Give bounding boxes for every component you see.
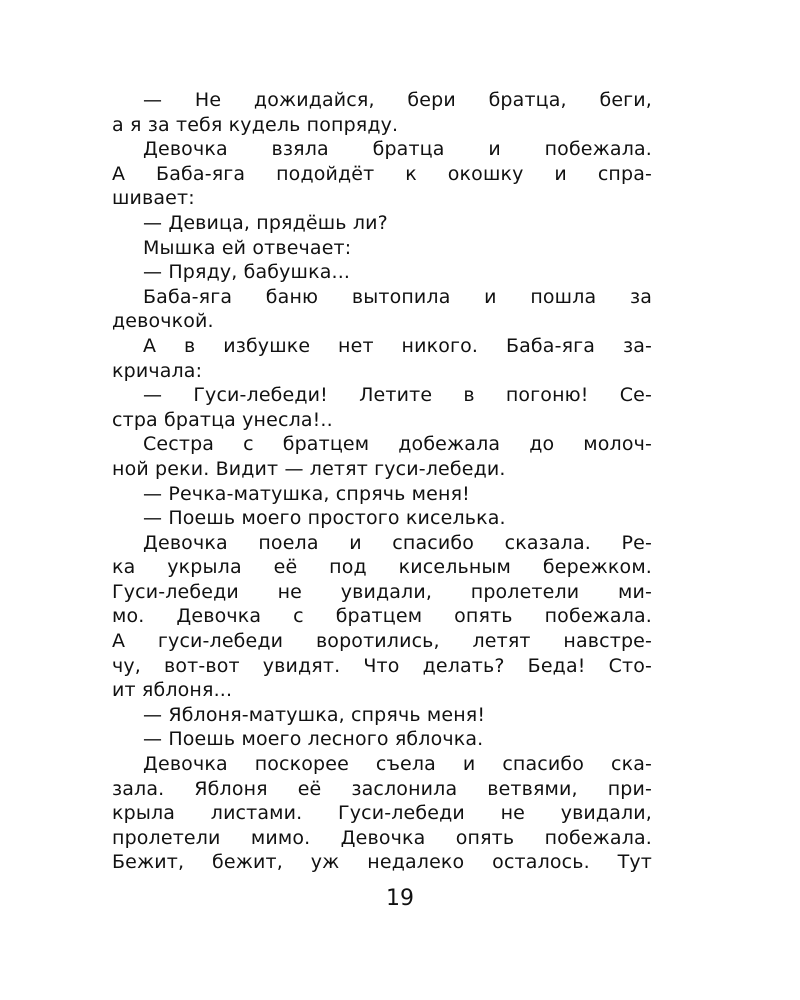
text-line: кричала: xyxy=(112,359,203,382)
text-line: А Баба-яга подойдёт к окошку и спра- xyxy=(112,162,652,185)
text-line: — Речка-матушка, спрячь меня! xyxy=(143,482,470,505)
text-line: Гуси-лебеди не увидали, пролетели ми- xyxy=(112,580,652,603)
text-line: а я за тебя кудель попряду. xyxy=(112,113,399,136)
text-line: — Поешь моего простого киселька. xyxy=(143,507,506,530)
page-text-block xyxy=(112,88,652,875)
text-line: стра братца унесла!.. xyxy=(112,408,333,431)
text-line: Девочка поела и спасибо сказала. Ре- xyxy=(143,531,652,554)
text-line: Сестра с братцем добежала до молоч- xyxy=(143,433,652,456)
text-line: — Пряду, бабушка... xyxy=(143,261,351,284)
text-line: А гуси-лебеди воротились, летят навстре- xyxy=(112,630,652,653)
text-line: чу, вот-вот увидят. Что делать? Беда! Сто- xyxy=(112,654,652,677)
text-line: Бежит, бежит, уж недалеко осталось. Тут xyxy=(112,851,652,874)
text-line: — Гуси-лебеди! Летите в погоню! Се- xyxy=(143,384,652,407)
text-line: Девочка взяла братца и побежала. xyxy=(143,138,652,161)
text-line: Мышка ей отвечает: xyxy=(143,236,352,259)
text-line: крыла листами. Гуси-лебеди не увидали, xyxy=(112,802,652,825)
text-line: шивает: xyxy=(112,187,195,210)
text-line: — Девица, прядёшь ли? xyxy=(143,211,388,234)
text-line: — Яблоня-матушка, спрячь меня! xyxy=(143,703,486,726)
text-line: мо. Девочка с братцем опять побежала. xyxy=(112,605,652,628)
text-line: Девочка поскорее съела и спасибо ска- xyxy=(143,753,652,776)
page-number: 19 xyxy=(386,886,414,911)
text-line: — Поешь моего лесного яблочка. xyxy=(143,728,484,751)
text-line: зала. Яблоня её заслонила ветвями, при- xyxy=(112,777,652,800)
text-line: девочкой. xyxy=(112,310,214,333)
text-line: — Не дожидайся, бери братца, беги, xyxy=(143,89,652,111)
text-line: ит яблоня... xyxy=(112,679,233,702)
text-line: пролетели мимо. Девочка опять побежала. xyxy=(112,826,652,849)
text-line: ной реки. Видит — летят гуси-лебеди. xyxy=(112,457,506,480)
text-line: ка укрыла её под кисельным бережком. xyxy=(112,556,652,579)
text-line: Баба-яга баню вытопила и пошла за xyxy=(143,285,652,308)
text-line: А в избушке нет никого. Баба-яга за- xyxy=(143,334,652,357)
